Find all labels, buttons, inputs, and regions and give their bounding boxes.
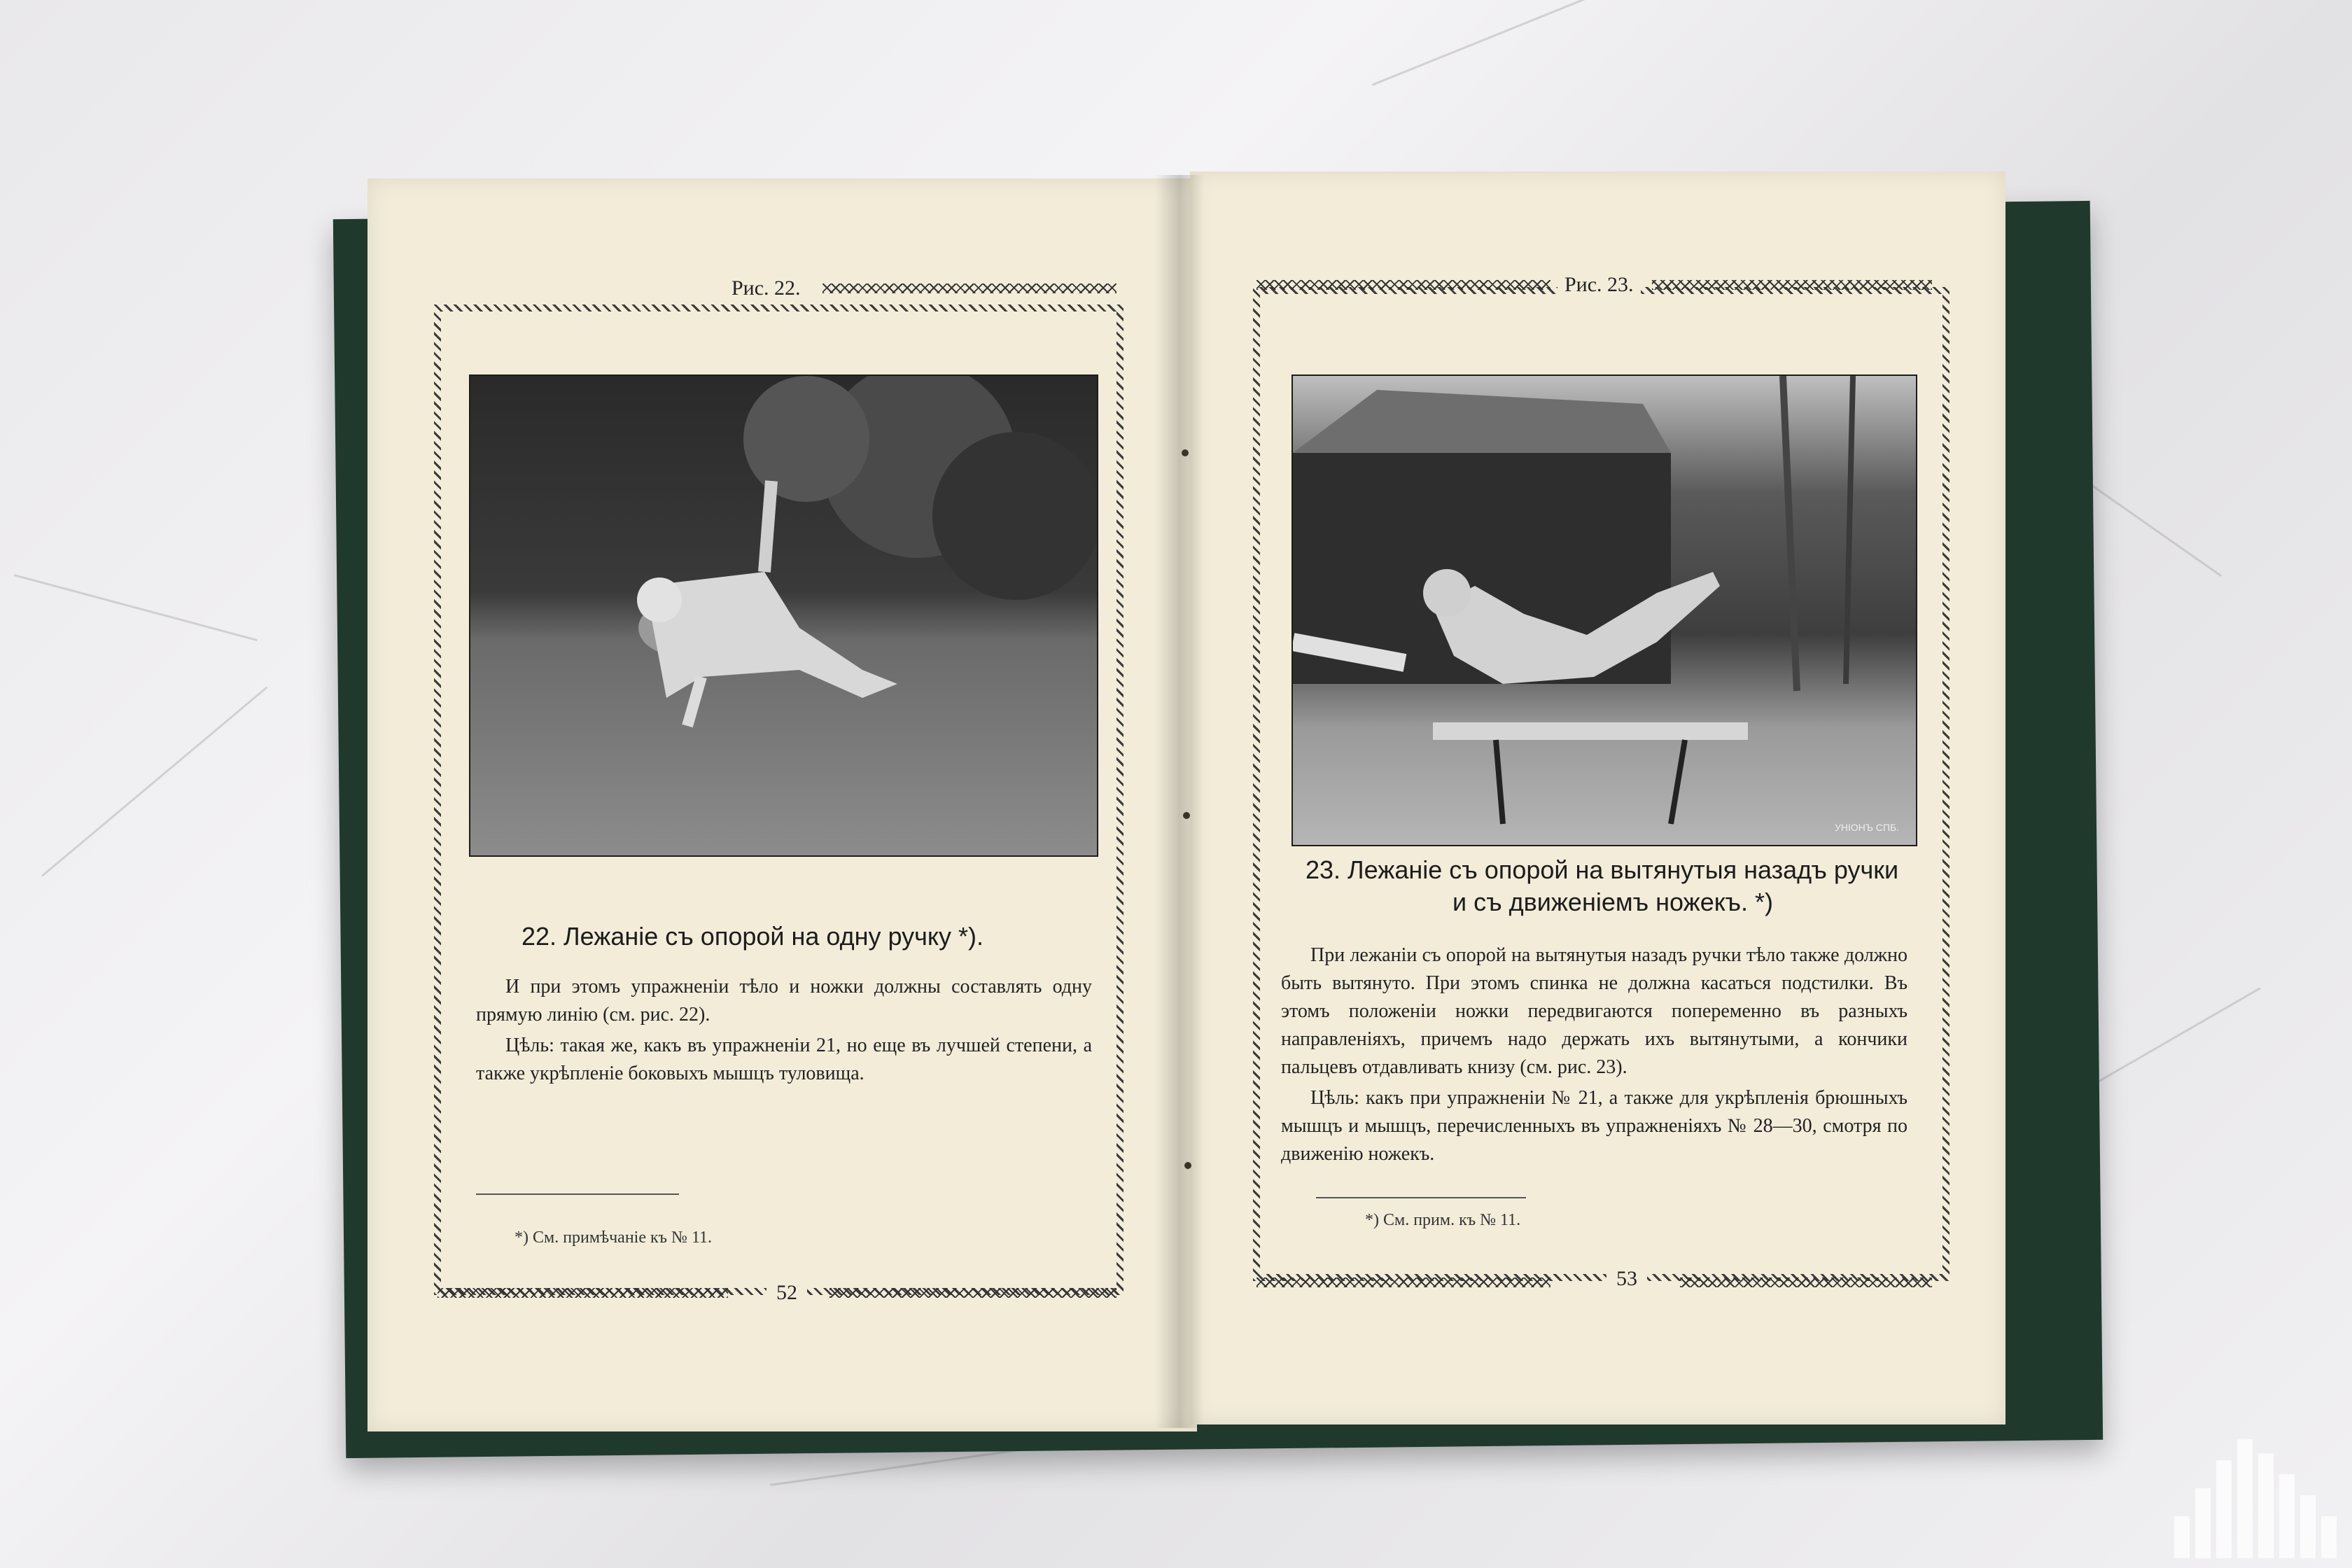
x-border-bottom <box>1256 1278 1550 1287</box>
figure-label: Рис. 22. <box>724 276 808 300</box>
binding-stitch <box>1184 1162 1191 1169</box>
x-border-top <box>822 284 1116 293</box>
paragraph: И при этомъ упражненіи тѣло и ножки должны составлять одну прямую линію (см. рис. 22). <box>476 976 1092 1026</box>
body-text-23 <box>1281 941 1907 1171</box>
page-gutter <box>1155 175 1204 1428</box>
caption-line: и съ движеніемъ ножекъ. *) <box>1452 888 1773 916</box>
caption-23 <box>1306 854 1935 918</box>
x-border-bottom <box>438 1288 728 1298</box>
page-number: 53 <box>1606 1267 1647 1291</box>
left-page <box>368 178 1197 1432</box>
binding-stitch <box>1183 812 1190 819</box>
x-border-top <box>1652 280 1932 290</box>
photo-credit: УНІОНЪ СПБ. <box>1834 822 1900 833</box>
photo-22 <box>469 374 1098 857</box>
paragraph: При лежаніи съ опорой на вытянутыя назадъ ручки тѣло также должно быть вытянуто. При этомъ спинка не должна касаться подстилки. Въ этомъ положеніи ножки передвигаются попеременно въ разныхъ направленіяхъ, причемъ надо держать ихъ вытянутыми, а кончики пальцевъ отдавливать книзу (см. рис. 23). <box>1281 944 1907 1078</box>
marble-vein <box>41 686 268 876</box>
marble-vein <box>1371 0 1709 86</box>
photo-23 <box>1292 374 1917 846</box>
x-border-bottom <box>1680 1278 1932 1287</box>
footnote-rule <box>1316 1197 1526 1198</box>
paragraph: Цѣль: какъ при упражненіи № 21, а также для укрѣпленія брюшныхъ мышцъ и мышцъ, перечисленныхъ въ упражненіяхъ № 28—30, смотря по движенію ножекъ. <box>1281 1087 1907 1165</box>
x-border-bottom <box>830 1288 1116 1298</box>
marble-vein <box>14 574 258 641</box>
body-text-22 <box>476 973 1092 1091</box>
footnote: *) См. примѣчаніе къ № 11. <box>514 1228 713 1247</box>
paragraph: Цѣль: такая же, какъ въ упражненіи 21, но еще въ лучшей степени, а также укрѣпленіе боковыхъ мышцъ туловища. <box>476 1035 1092 1084</box>
binding-stitch <box>1182 449 1189 456</box>
caption-line: 23. Лежаніе съ опорой на вытянутыя назадъ ручки <box>1306 855 1899 884</box>
watermark-logo <box>2174 1439 2342 1558</box>
footnote: *) См. прим. къ № 11. <box>1365 1211 1521 1229</box>
figure-label: Рис. 23. <box>1558 273 1641 297</box>
right-page <box>1190 172 2005 1424</box>
page-number: 52 <box>766 1281 807 1305</box>
x-border-top <box>1256 280 1550 290</box>
footnote-rule <box>476 1194 679 1195</box>
caption-22: 22. Лежаніе съ опорой на одну ручку *). <box>522 922 984 951</box>
